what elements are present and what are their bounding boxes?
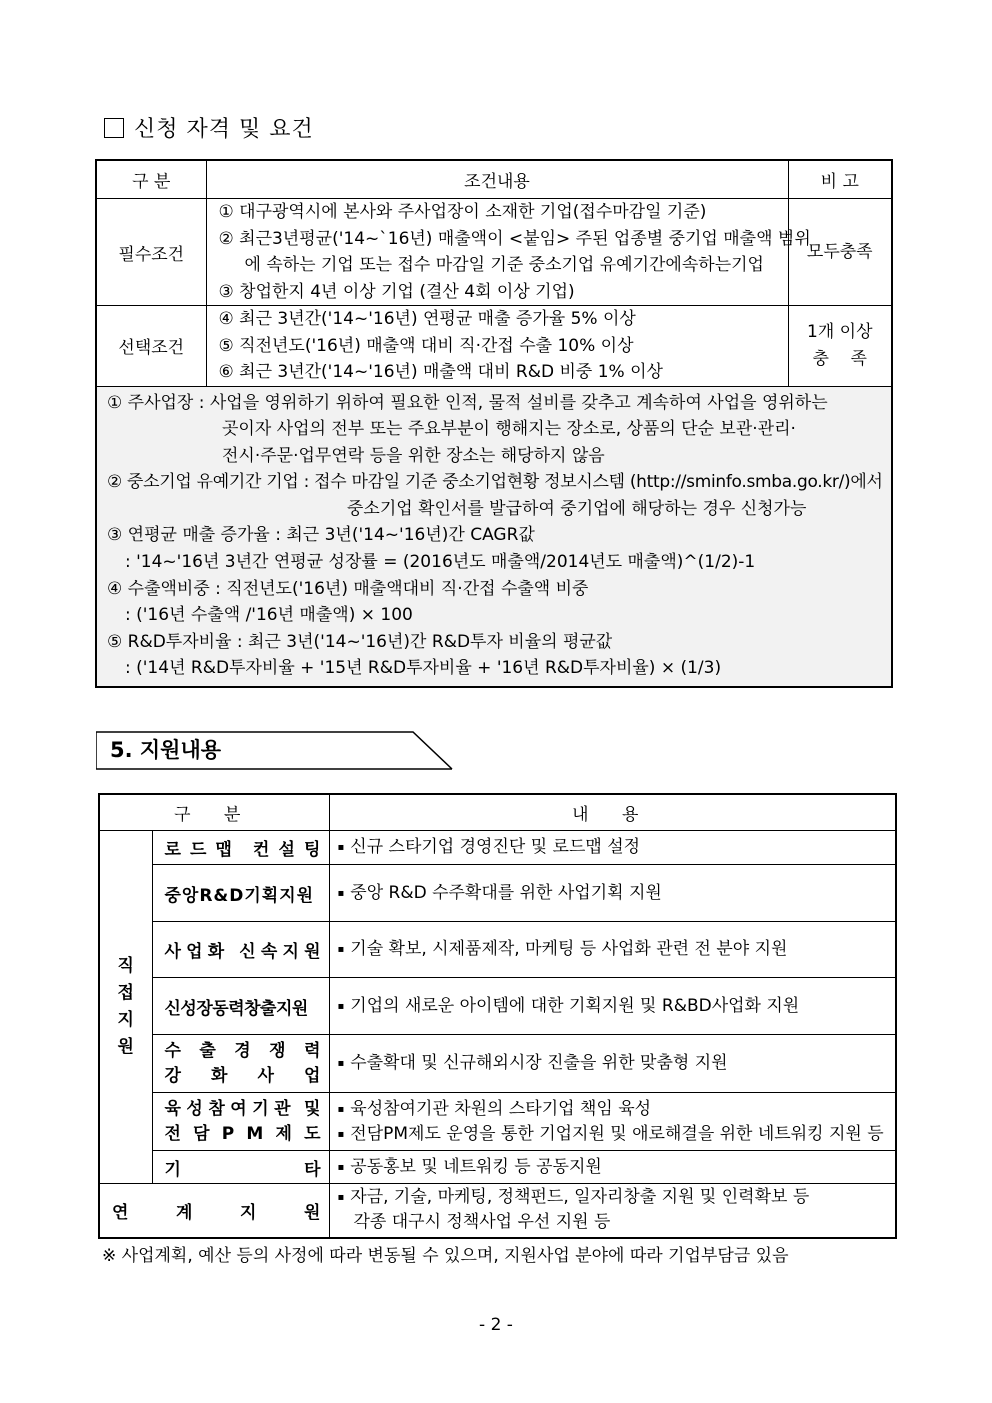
note-line-7: : '14~'16년 3년간 연평균 성장률 = (2016년도 매출액/2014년도 매출액)^(1/2)-1 bbox=[125, 552, 756, 573]
name-char: 컨 bbox=[253, 840, 270, 860]
support-table bbox=[98, 793, 897, 1239]
required-label: 필수조건 bbox=[96, 199, 206, 306]
direct-support-label bbox=[99, 831, 152, 1184]
bullet-icon: ▪ bbox=[337, 1161, 345, 1173]
linked-support-content bbox=[329, 1184, 896, 1238]
bullet-icon: ▪ bbox=[337, 1128, 345, 1140]
note-line-11: : ('14년 R&D투자비율 + '15년 R&D투자비율 + '16년 R&D투자비율) × (1/3) bbox=[125, 658, 722, 679]
name-char: M bbox=[246, 1123, 264, 1144]
name-char: 업 bbox=[186, 942, 203, 962]
name-char: 설 bbox=[278, 840, 295, 860]
support-header-row bbox=[99, 794, 896, 831]
linked-support-label bbox=[99, 1184, 329, 1238]
support-name-roadmap bbox=[152, 831, 329, 865]
content-text: 중앙 R&D 수주확대를 위한 사업기획 지원 bbox=[350, 882, 662, 903]
support-name-pm-system bbox=[152, 1093, 329, 1151]
name-char: 성 bbox=[186, 1098, 203, 1119]
page-number: - 2 - bbox=[479, 1315, 513, 1335]
optional-remark-line2: 충 족 bbox=[812, 348, 867, 369]
required-line-1: ① 대구광역시에 본사와 주사업장이 소재한 기업(접수마감일 기준) bbox=[218, 202, 707, 222]
required-lines bbox=[206, 199, 811, 306]
optional-label: 선택조건 bbox=[96, 306, 206, 387]
name-char: 화 bbox=[207, 942, 225, 962]
content-text: 자금, 기술, 마케팅, 정책펀드, 일자리창출 지원 및 인력확보 등 bbox=[350, 1187, 810, 1208]
name-char: 력 bbox=[304, 1040, 321, 1061]
definitions-notes bbox=[96, 386, 892, 687]
support-row bbox=[99, 1035, 896, 1093]
linked-support-row bbox=[99, 1184, 896, 1238]
name-char: 사 bbox=[164, 942, 181, 962]
note-line-6: ③ 연평균 매출 증가율 : 최근 3년('14~'16년)간 CAGR값 bbox=[107, 525, 535, 546]
name-char: 신 bbox=[239, 942, 256, 962]
name-char: 사 bbox=[257, 1065, 274, 1086]
header-content: 조건내용 bbox=[206, 160, 788, 199]
section-5-header bbox=[96, 731, 456, 771]
note-line-3: 전시·주문·업무연락 등을 위한 장소는 해당하지 않음 bbox=[222, 445, 605, 466]
eligibility-table bbox=[95, 159, 893, 688]
name-char: 원 bbox=[304, 1202, 321, 1223]
definitions-row bbox=[96, 386, 892, 687]
content-text: 각종 대구시 정책사업 우선 지원 등 bbox=[353, 1212, 611, 1233]
content-text: 신규 스타기업 경영진단 및 로드맵 설정 bbox=[350, 837, 641, 857]
name-char: 원 bbox=[304, 942, 321, 962]
note-line-5: 중소기업 확인서를 발급하여 중기업에 해당하는 경우 신청가능 bbox=[347, 498, 807, 519]
header-remark: 비 고 bbox=[788, 160, 892, 199]
name-char: 드 bbox=[190, 840, 207, 860]
header-category: 구 분 bbox=[96, 160, 206, 199]
name-char: 도 bbox=[304, 1123, 321, 1144]
bullet-icon: ▪ bbox=[337, 1000, 345, 1012]
name-char: 출 bbox=[199, 1040, 216, 1061]
content-text: 기술 확보, 시제품제작, 마케팅 등 사업화 관련 전 분야 지원 bbox=[350, 939, 788, 959]
bullet-icon: ▪ bbox=[337, 1103, 345, 1115]
section-title-text: 신청 자격 및 요건 bbox=[134, 117, 314, 142]
support-row bbox=[99, 978, 896, 1035]
support-content bbox=[329, 831, 896, 865]
name-char: 쟁 bbox=[269, 1040, 286, 1061]
name-char: 타 bbox=[304, 1159, 321, 1180]
note-line-10: ⑤ R&D투자비율 : 최근 3년('14~'16년)간 R&D투자 비율의 평균값 bbox=[107, 631, 613, 652]
name-text: 중앙R&D기획지원 bbox=[164, 885, 315, 906]
bullet-icon: ▪ bbox=[337, 842, 345, 853]
support-row bbox=[99, 831, 896, 865]
support-row bbox=[99, 865, 896, 922]
content-text: 수출확대 및 신규해외시장 진출을 위한 맞춤형 지원 bbox=[350, 1053, 728, 1073]
note-line-1: ① 주사업장 : 사업을 영위하기 위하여 필요한 인적, 물적 설비를 갖추고 계속하여 사업을 영위하는 bbox=[107, 392, 828, 413]
name-char: 육 bbox=[164, 1098, 181, 1119]
optional-conditions-row bbox=[96, 306, 892, 387]
support-content bbox=[329, 922, 896, 978]
bullet-icon: ▪ bbox=[337, 1058, 345, 1069]
support-header-category: 구 분 bbox=[99, 794, 329, 831]
name-char: 지 bbox=[240, 1202, 257, 1223]
direct-char: 접 bbox=[117, 983, 134, 1003]
direct-char: 원 bbox=[117, 1037, 134, 1057]
note-line-2: 곳이자 사업의 전부 또는 주요부분이 행해지는 장소로, 상품의 단순 보관·관리· bbox=[222, 419, 796, 440]
name-text: 신성장동력창출지원 bbox=[164, 998, 308, 1019]
note-line-4: ② 중소기업 유예기간 기업 : 접수 마감일 기준 중소기업현황 정보시스템 (http://sminfo.smba.go.kr/)에서 bbox=[107, 472, 883, 493]
support-content bbox=[329, 865, 896, 922]
support-name-etc bbox=[152, 1151, 329, 1184]
optional-lines bbox=[206, 306, 788, 387]
content-text: 공동홍보 및 네트워킹 등 공동지원 bbox=[350, 1156, 602, 1177]
support-row bbox=[99, 1093, 896, 1151]
checkbox-square-icon bbox=[104, 118, 124, 138]
support-content bbox=[329, 1035, 896, 1093]
footnote: ※ 사업계획, 예산 등의 사정에 따라 변동될 수 있으며, 지원사업 분야에 따라 기업부담금 있음 bbox=[102, 1246, 789, 1266]
name-char: 관 bbox=[274, 1098, 291, 1119]
required-line-2: ② 최근3년평균('14~`16년) 매출액이 <붙임> 주된 업종별 중기업 매출액 범위 bbox=[218, 228, 811, 249]
name-char: 강 bbox=[164, 1065, 181, 1086]
support-name-commercialization bbox=[152, 922, 329, 978]
content-text: 전담PM제도 운영을 통한 기업지원 및 애로해결을 위한 네트워킹 지원 등 bbox=[350, 1123, 884, 1144]
name-char: 팅 bbox=[304, 840, 321, 860]
name-char: 경 bbox=[234, 1040, 251, 1061]
support-content bbox=[329, 1093, 896, 1151]
name-char: 계 bbox=[176, 1202, 193, 1223]
name-char: 업 bbox=[304, 1065, 321, 1086]
name-char: 제 bbox=[275, 1123, 292, 1144]
name-char: 맵 bbox=[215, 840, 232, 860]
support-row bbox=[99, 1151, 896, 1184]
name-char: 속 bbox=[260, 942, 278, 962]
section-title-eligibility bbox=[104, 115, 314, 145]
name-char: 기 bbox=[252, 1098, 269, 1119]
required-conditions-row bbox=[96, 199, 892, 306]
bullet-icon: ▪ bbox=[337, 944, 345, 955]
optional-line-3: ⑥ 최근 3년간('14~'16년) 매출액 대비 R&D 비중 1% 이상 bbox=[218, 362, 663, 382]
direct-char: 직 bbox=[117, 956, 134, 976]
name-char: 로 bbox=[164, 840, 181, 860]
required-remark: 모두충족 bbox=[788, 199, 892, 306]
name-char: 화 bbox=[211, 1065, 228, 1086]
name-char: 여 bbox=[230, 1098, 247, 1119]
optional-line-2: ⑤ 직전년도('16년) 매출액 대비 직·간접 수출 10% 이상 bbox=[218, 335, 634, 356]
required-line-3: 에 속하는 기업 또는 접수 마감일 기준 중소기업 유예기간에속하는기업 bbox=[244, 255, 764, 275]
note-line-8: ④ 수출액비중 : 직전년도('16년) 매출액대비 직·간접 수출액 비중 bbox=[107, 578, 589, 599]
note-line-9: : ('16년 수출액 /'16년 매출액) × 100 bbox=[125, 605, 413, 626]
required-line-4: ③ 창업한지 4년 이상 기업 (결산 4회 이상 기업) bbox=[218, 281, 575, 302]
content-text: 육성참여기관 차원의 스타기업 책임 육성 bbox=[350, 1098, 652, 1119]
name-char: P bbox=[221, 1123, 235, 1144]
optional-remark-line1: 1개 이상 bbox=[807, 321, 873, 342]
support-name-central-rnd bbox=[152, 865, 329, 922]
name-char: 참 bbox=[208, 1098, 225, 1119]
name-char: 수 bbox=[164, 1040, 181, 1061]
section-5-title: 5. 지원내용 bbox=[110, 738, 222, 762]
support-header-content: 내 용 bbox=[329, 794, 896, 831]
name-char: 담 bbox=[193, 1123, 210, 1144]
support-content bbox=[329, 978, 896, 1035]
name-char: 및 bbox=[304, 1098, 321, 1119]
name-char: 전 bbox=[164, 1123, 181, 1144]
name-char: 연 bbox=[112, 1202, 129, 1223]
support-name-export bbox=[152, 1035, 329, 1093]
name-char: 기 bbox=[164, 1159, 181, 1180]
direct-char: 지 bbox=[117, 1010, 134, 1030]
content-text: 기업의 새로운 아이템에 대한 기획지원 및 R&BD사업화 지원 bbox=[350, 995, 800, 1016]
support-content bbox=[329, 1151, 896, 1184]
optional-line-1: ④ 최근 3년간('14~'16년) 연평균 매출 증가율 5% 이상 bbox=[218, 309, 636, 329]
support-row bbox=[99, 922, 896, 978]
support-name-growth-engine bbox=[152, 978, 329, 1035]
bullet-icon: ▪ bbox=[337, 887, 345, 899]
eligibility-header-row bbox=[96, 160, 892, 199]
name-char: 지 bbox=[282, 942, 299, 962]
bullet-icon: ▪ bbox=[337, 1192, 345, 1204]
optional-remark bbox=[788, 306, 892, 387]
